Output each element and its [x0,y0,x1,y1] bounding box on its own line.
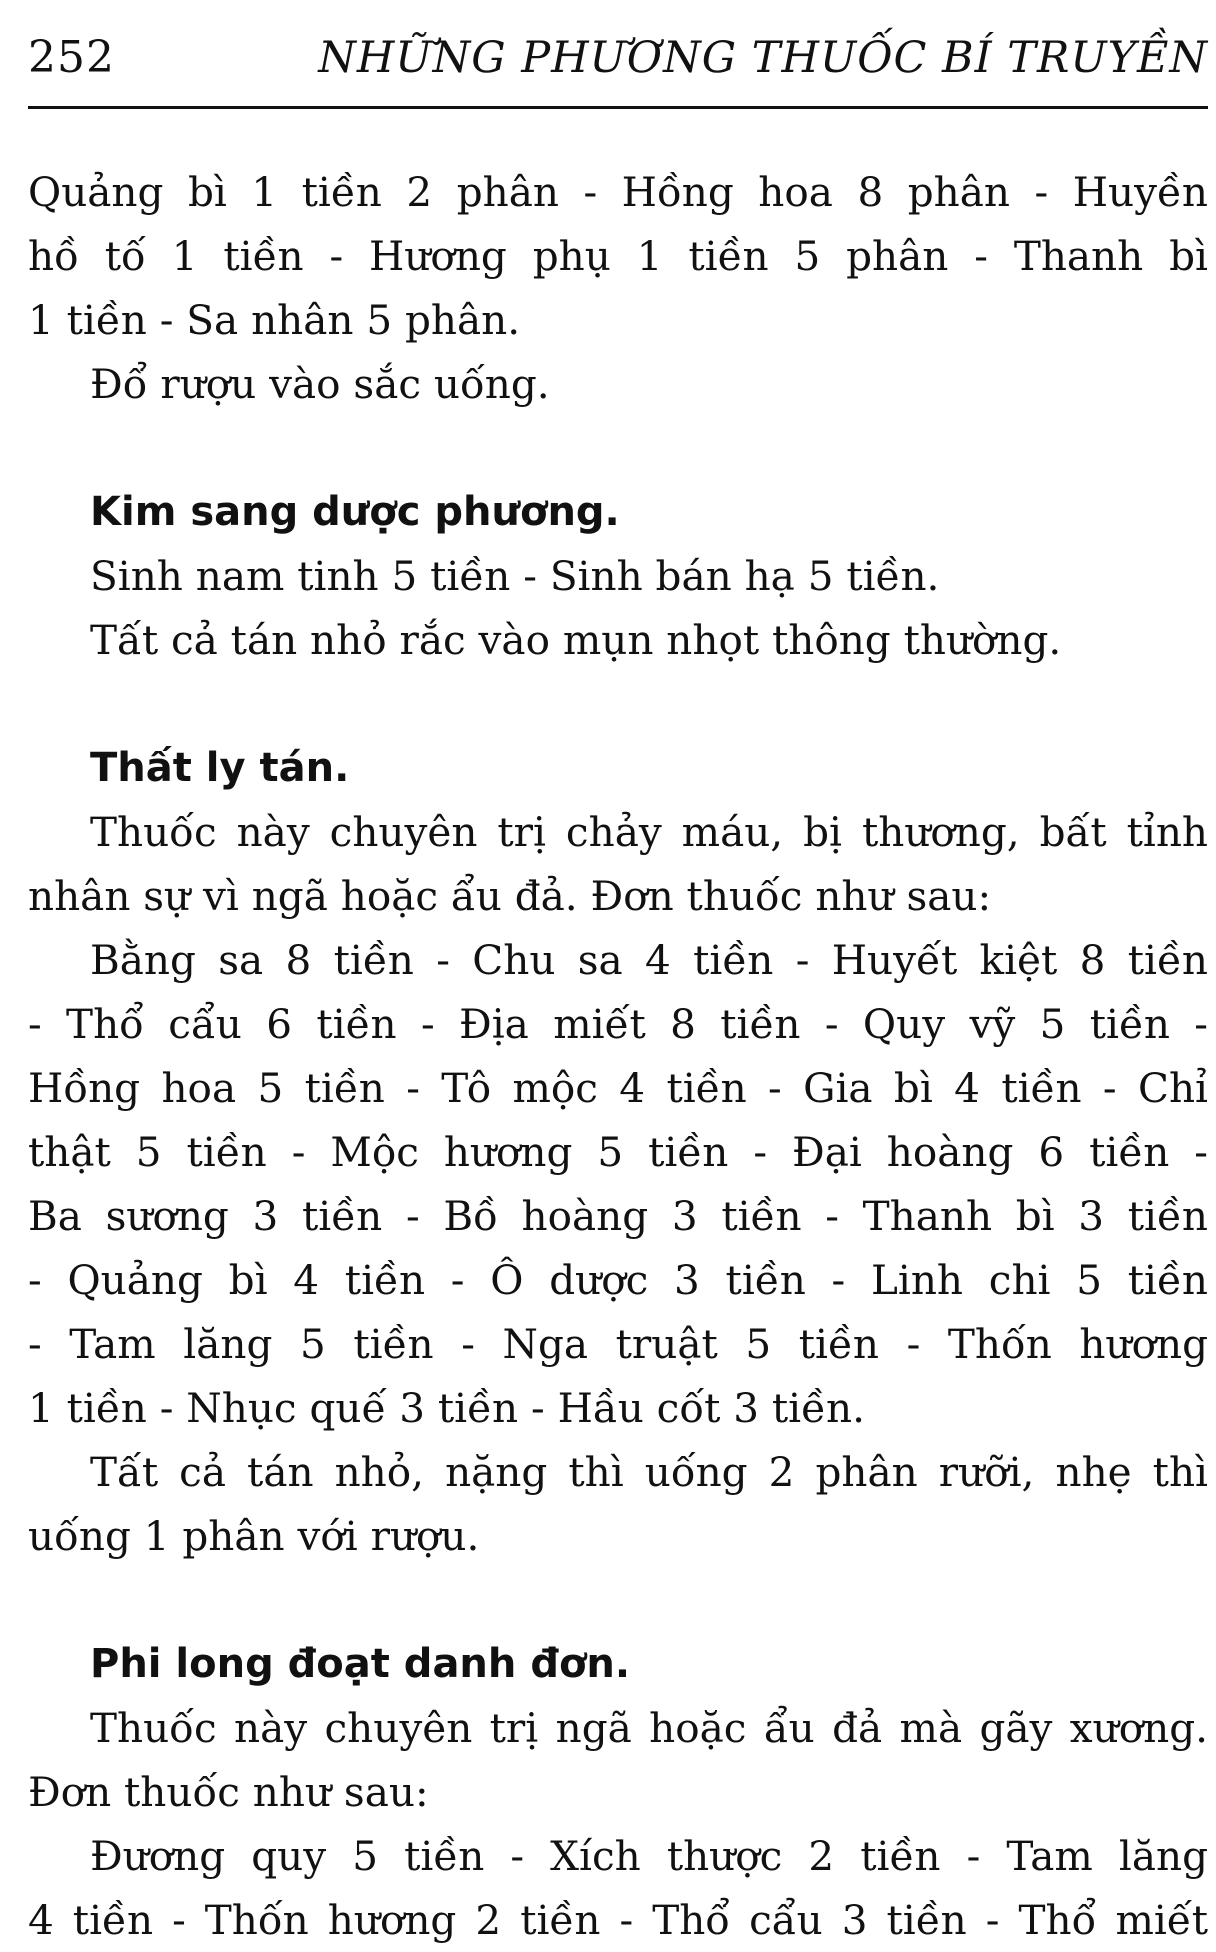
text-line: Quảng bì 1 tiền 2 phân - Hồng hoa 8 phân - Huyền [28,168,1208,216]
section-gap [28,672,1208,736]
text-line: 1 tiền - Sa nhân 5 phân. [28,296,521,344]
text-line: thật 5 tiền - Mộc hương 5 tiền - Đại hoàng 6 tiền - [28,1128,1208,1176]
running-title: NHỮNG PHƯƠNG THUỐC BÍ TRUYỀN [318,33,1208,83]
recipe-heading: Phi long đoạt danh đơn. [90,1641,631,1687]
text-line: Bằng sa 8 tiền - Chu sa 4 tiền - Huyết kiệt 8 tiền [90,936,1208,984]
book-page [28,0,1208,1952]
text-line: Đương quy 5 tiền - Xích thược 2 tiền - Tam lăng [90,1832,1208,1880]
text-line: uống 1 phân với rượu. [28,1512,480,1560]
text-line: Thuốc này chuyên trị chảy máu, bị thương, bất tỉnh [90,808,1208,856]
page-header [28,30,1208,90]
text-line: - Tam lăng 5 tiền - Nga truật 5 tiền - Thốn hương [28,1320,1208,1368]
text-line: - Quảng bì 4 tiền - Ô dược 3 tiền - Linh chi 5 tiền [28,1256,1208,1304]
page-number: 252 [28,32,115,83]
recipe-heading: Kim sang dược phương. [90,489,620,535]
text-line: Ba sương 3 tiền - Bồ hoàng 3 tiền - Thanh bì 3 tiền [28,1192,1208,1240]
text-line: hồ tố 1 tiền - Hương phụ 1 tiền 5 phân - Thanh bì [28,232,1208,280]
text-line: nhân sự vì ngã hoặc ẩu đả. Đơn thuốc như sau: [28,872,992,920]
text-line: - Thổ cẩu 6 tiền - Địa miết 8 tiền - Quy vỹ 5 tiền - [28,1000,1208,1048]
text-line: Đơn thuốc như sau: [28,1768,429,1816]
recipe-heading: Thất ly tán. [90,745,350,791]
page-body [28,160,1208,1952]
text-line: Tất cả tán nhỏ rắc vào mụn nhọt thông thường. [90,616,1062,664]
text-line: 1 tiền - Nhục quế 3 tiền - Hầu cốt 3 tiền. [28,1384,866,1432]
section-gap [28,1568,1208,1632]
text-line: Tất cả tán nhỏ, nặng thì uống 2 phân rưỡi, nhẹ thì [90,1448,1208,1496]
text-line: Sinh nam tinh 5 tiền - Sinh bán hạ 5 tiền. [90,552,940,600]
header-rule [28,106,1208,109]
section-gap [28,416,1208,480]
text-line: 4 tiền - Thốn hương 2 tiền - Thổ cẩu 3 tiền - Thổ miết [28,1896,1208,1944]
text-line: Đổ rượu vào sắc uống. [90,360,550,408]
text-line: Thuốc này chuyên trị ngã hoặc ẩu đả mà gãy xương. [90,1704,1208,1752]
text-line: Hồng hoa 5 tiền - Tô mộc 4 tiền - Gia bì 4 tiền - Chỉ [28,1064,1208,1112]
